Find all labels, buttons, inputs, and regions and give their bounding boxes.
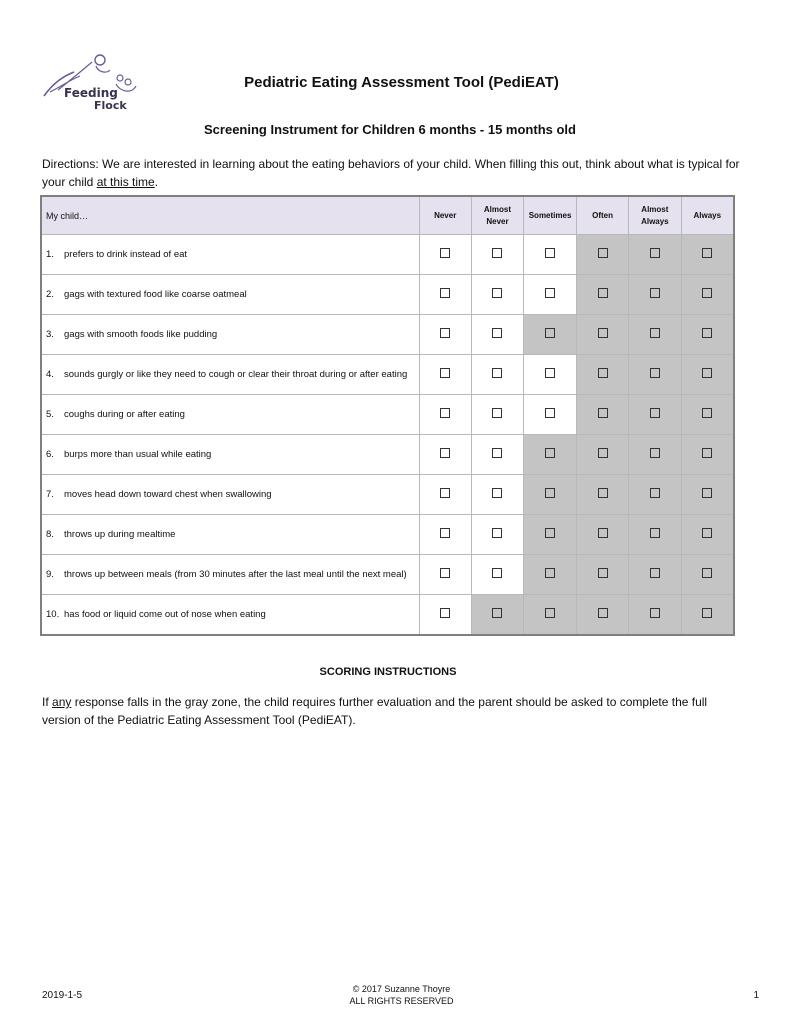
option-cell-almost-never bbox=[471, 435, 523, 475]
checkbox-almost-always[interactable] bbox=[650, 448, 660, 458]
question-text: throws up between meals (from 30 minutes after the last meal until the next meal) bbox=[64, 568, 407, 580]
option-cell-almost-never bbox=[471, 355, 523, 395]
option-cell-almost-always bbox=[629, 355, 681, 395]
option-cell-sometimes bbox=[524, 475, 577, 515]
option-cell-never bbox=[419, 435, 471, 475]
question-text: prefers to drink instead of eat bbox=[64, 248, 188, 260]
checkbox-almost-never[interactable] bbox=[492, 248, 502, 258]
page-title: Pediatric Eating Assessment Tool (PediEAT) bbox=[244, 74, 559, 91]
question-text: gags with smooth foods like pudding bbox=[64, 328, 218, 340]
checkbox-sometimes[interactable] bbox=[545, 608, 555, 618]
option-cell-never bbox=[419, 235, 471, 275]
directions-before: Directions: We are interested in learning about the eating behaviors of your child. When filling this out, think about what is typical for your child bbox=[42, 157, 740, 189]
checkbox-often[interactable] bbox=[598, 248, 608, 258]
option-cell-almost-always bbox=[629, 395, 681, 435]
option-cell-always bbox=[681, 235, 734, 275]
table-row bbox=[41, 515, 734, 555]
checkbox-almost-never[interactable] bbox=[492, 488, 502, 498]
header-almost-always: Almost Always bbox=[629, 196, 681, 235]
footer-date: 2019-1-5 bbox=[42, 990, 83, 1001]
checkbox-often[interactable] bbox=[598, 448, 608, 458]
checkbox-almost-never[interactable] bbox=[492, 408, 502, 418]
table-row bbox=[41, 555, 734, 595]
option-cell-sometimes bbox=[524, 235, 577, 275]
table-row bbox=[41, 435, 734, 475]
checkbox-almost-always[interactable] bbox=[650, 288, 660, 298]
option-cell-never bbox=[419, 475, 471, 515]
option-cell-often bbox=[576, 435, 628, 475]
option-cell-often bbox=[576, 475, 628, 515]
checkbox-never[interactable] bbox=[440, 328, 450, 338]
checkbox-almost-always[interactable] bbox=[650, 488, 660, 498]
checkbox-always[interactable] bbox=[702, 528, 712, 538]
copyright-line-1: © 2017 Suzanne Thoyre bbox=[352, 984, 451, 994]
option-cell-often bbox=[576, 395, 628, 435]
question-number: 3. bbox=[46, 329, 54, 340]
checkbox-sometimes[interactable] bbox=[545, 528, 555, 538]
checkbox-sometimes[interactable] bbox=[545, 328, 555, 338]
checkbox-sometimes[interactable] bbox=[545, 408, 555, 418]
scoring-after: response falls in the gray zone, the child requires further evaluation and the parent should be asked to complete the full version of the Pediatric Eating Assessment Tool (PediEAT). bbox=[42, 695, 708, 727]
page-subtitle: Screening Instrument for Children 6 months - 15 months old bbox=[204, 122, 576, 137]
checkbox-sometimes[interactable] bbox=[545, 288, 555, 298]
checkbox-always[interactable] bbox=[702, 608, 712, 618]
checkbox-always[interactable] bbox=[702, 488, 712, 498]
checkbox-almost-always[interactable] bbox=[650, 328, 660, 338]
option-cell-often bbox=[576, 235, 628, 275]
scoring-text bbox=[42, 693, 742, 729]
scoring-before: If bbox=[42, 695, 53, 709]
question-cell bbox=[41, 315, 419, 355]
option-cell-almost-never bbox=[471, 395, 523, 435]
checkbox-often[interactable] bbox=[598, 408, 608, 418]
checkbox-often[interactable] bbox=[598, 368, 608, 378]
option-cell-sometimes bbox=[524, 275, 577, 315]
checkbox-almost-always[interactable] bbox=[650, 608, 660, 618]
option-cell-often bbox=[576, 555, 628, 595]
logo-text-flock: Flock bbox=[94, 99, 127, 112]
option-cell-almost-never bbox=[471, 235, 523, 275]
question-cell bbox=[41, 395, 419, 435]
option-cell-almost-always bbox=[629, 235, 681, 275]
checkbox-always[interactable] bbox=[702, 288, 712, 298]
question-cell bbox=[41, 555, 419, 595]
option-cell-almost-never bbox=[471, 595, 523, 636]
checkbox-almost-always[interactable] bbox=[650, 248, 660, 258]
question-text: gags with textured food like coarse oatmeal bbox=[64, 288, 247, 300]
header-always: Always bbox=[681, 196, 734, 235]
option-cell-almost-always bbox=[629, 275, 681, 315]
option-cell-almost-never bbox=[471, 475, 523, 515]
table-row bbox=[41, 315, 734, 355]
table-row bbox=[41, 355, 734, 395]
checkbox-always[interactable] bbox=[702, 248, 712, 258]
option-cell-almost-never bbox=[471, 315, 523, 355]
option-cell-almost-always bbox=[629, 555, 681, 595]
question-number: 4. bbox=[46, 369, 54, 380]
option-cell-never bbox=[419, 355, 471, 395]
checkbox-often[interactable] bbox=[598, 288, 608, 298]
option-cell-often bbox=[576, 315, 628, 355]
option-cell-almost-never bbox=[471, 515, 523, 555]
checkbox-almost-never[interactable] bbox=[492, 368, 502, 378]
checkbox-never[interactable] bbox=[440, 528, 450, 538]
question-cell bbox=[41, 595, 419, 636]
option-cell-always bbox=[681, 395, 734, 435]
option-cell-almost-never bbox=[471, 555, 523, 595]
checkbox-almost-never[interactable] bbox=[492, 328, 502, 338]
checkbox-often[interactable] bbox=[598, 608, 608, 618]
copyright-line-2: ALL RIGHTS RESERVED bbox=[349, 996, 454, 1006]
option-cell-always bbox=[681, 355, 734, 395]
question-text: has food or liquid come out of nose when eating bbox=[64, 608, 266, 620]
option-cell-always bbox=[681, 595, 734, 636]
scoring-underlined: any bbox=[52, 695, 72, 709]
checkbox-sometimes[interactable] bbox=[545, 448, 555, 458]
checkbox-often[interactable] bbox=[598, 328, 608, 338]
directions-after: . bbox=[154, 175, 159, 189]
checkbox-never[interactable] bbox=[440, 288, 450, 298]
option-cell-always bbox=[681, 515, 734, 555]
checkbox-never[interactable] bbox=[440, 488, 450, 498]
option-cell-often bbox=[576, 595, 628, 636]
option-cell-sometimes bbox=[524, 515, 577, 555]
scoring-title: SCORING INSTRUCTIONS bbox=[319, 666, 457, 678]
option-cell-sometimes bbox=[524, 595, 577, 636]
checkbox-always[interactable] bbox=[702, 328, 712, 338]
table-row bbox=[41, 595, 734, 636]
question-text: coughs during or after eating bbox=[64, 408, 185, 420]
checkbox-almost-never[interactable] bbox=[492, 448, 502, 458]
option-cell-almost-always bbox=[629, 315, 681, 355]
header-often: Often bbox=[576, 196, 628, 235]
question-text: sounds gurgly or like they need to cough or clear their throat during or after eating bbox=[64, 368, 408, 380]
checkbox-almost-always[interactable] bbox=[650, 408, 660, 418]
header-never: Never bbox=[419, 196, 471, 235]
option-cell-never bbox=[419, 515, 471, 555]
directions-text bbox=[42, 155, 742, 191]
checkbox-never[interactable] bbox=[440, 368, 450, 378]
option-cell-never bbox=[419, 595, 471, 636]
question-cell bbox=[41, 275, 419, 315]
question-number: 5. bbox=[46, 409, 54, 420]
option-cell-almost-always bbox=[629, 475, 681, 515]
table-row bbox=[41, 475, 734, 515]
question-number: 8. bbox=[46, 529, 54, 540]
option-cell-almost-never bbox=[471, 275, 523, 315]
checkbox-often[interactable] bbox=[598, 568, 608, 578]
option-cell-always bbox=[681, 435, 734, 475]
option-cell-never bbox=[419, 275, 471, 315]
directions-underlined: at this time bbox=[96, 175, 155, 189]
checkbox-always[interactable] bbox=[702, 368, 712, 378]
table-row bbox=[41, 275, 734, 315]
checkbox-always[interactable] bbox=[702, 448, 712, 458]
question-cell bbox=[41, 475, 419, 515]
option-cell-almost-always bbox=[629, 595, 681, 636]
question-number: 10. bbox=[46, 609, 60, 620]
option-cell-often bbox=[576, 275, 628, 315]
header-sometimes: Sometimes bbox=[524, 196, 577, 235]
assessment-table bbox=[40, 195, 735, 636]
checkbox-never[interactable] bbox=[440, 608, 450, 618]
option-cell-almost-always bbox=[629, 435, 681, 475]
checkbox-almost-never[interactable] bbox=[492, 568, 502, 578]
question-text: moves head down toward chest when swallowing bbox=[64, 488, 272, 500]
checkbox-often[interactable] bbox=[598, 488, 608, 498]
question-cell bbox=[41, 235, 419, 275]
question-text: throws up during mealtime bbox=[64, 528, 176, 540]
table-header-row bbox=[41, 196, 734, 235]
option-cell-sometimes bbox=[524, 435, 577, 475]
option-cell-always bbox=[681, 555, 734, 595]
question-number: 7. bbox=[46, 489, 54, 500]
option-cell-sometimes bbox=[524, 395, 577, 435]
question-number: 6. bbox=[46, 449, 54, 460]
checkbox-sometimes[interactable] bbox=[545, 248, 555, 258]
footer-copyright bbox=[0, 983, 803, 1007]
checkbox-almost-always[interactable] bbox=[650, 568, 660, 578]
checkbox-never[interactable] bbox=[440, 448, 450, 458]
option-cell-always bbox=[681, 475, 734, 515]
option-cell-often bbox=[576, 355, 628, 395]
question-cell bbox=[41, 355, 419, 395]
option-cell-often bbox=[576, 515, 628, 555]
option-cell-never bbox=[419, 555, 471, 595]
checkbox-sometimes[interactable] bbox=[545, 488, 555, 498]
option-cell-never bbox=[419, 315, 471, 355]
checkbox-always[interactable] bbox=[702, 568, 712, 578]
checkbox-never[interactable] bbox=[440, 408, 450, 418]
option-cell-sometimes bbox=[524, 315, 577, 355]
option-cell-always bbox=[681, 275, 734, 315]
checkbox-always[interactable] bbox=[702, 408, 712, 418]
checkbox-never[interactable] bbox=[440, 568, 450, 578]
checkbox-almost-always[interactable] bbox=[650, 528, 660, 538]
checkbox-never[interactable] bbox=[440, 248, 450, 258]
checkbox-often[interactable] bbox=[598, 528, 608, 538]
header-my-child: My child… bbox=[41, 196, 419, 235]
checkbox-almost-never[interactable] bbox=[492, 608, 502, 618]
option-cell-never bbox=[419, 395, 471, 435]
checkbox-almost-never[interactable] bbox=[492, 288, 502, 298]
question-number: 9. bbox=[46, 569, 54, 580]
table-body bbox=[41, 235, 734, 636]
header-almost-never: Almost Never bbox=[471, 196, 523, 235]
option-cell-sometimes bbox=[524, 355, 577, 395]
question-number: 1. bbox=[46, 249, 54, 260]
checkbox-sometimes[interactable] bbox=[545, 368, 555, 378]
option-cell-almost-always bbox=[629, 515, 681, 555]
option-cell-sometimes bbox=[524, 555, 577, 595]
option-cell-always bbox=[681, 315, 734, 355]
question-cell bbox=[41, 435, 419, 475]
checkbox-sometimes[interactable] bbox=[545, 568, 555, 578]
logo-text-feeding: Feeding bbox=[64, 86, 118, 100]
question-number: 2. bbox=[46, 289, 54, 300]
checkbox-almost-never[interactable] bbox=[492, 528, 502, 538]
table-row bbox=[41, 235, 734, 275]
checkbox-almost-always[interactable] bbox=[650, 368, 660, 378]
question-text: burps more than usual while eating bbox=[64, 448, 212, 460]
question-cell bbox=[41, 515, 419, 555]
footer-page-number: 1 bbox=[753, 990, 759, 1001]
table-row bbox=[41, 395, 734, 435]
